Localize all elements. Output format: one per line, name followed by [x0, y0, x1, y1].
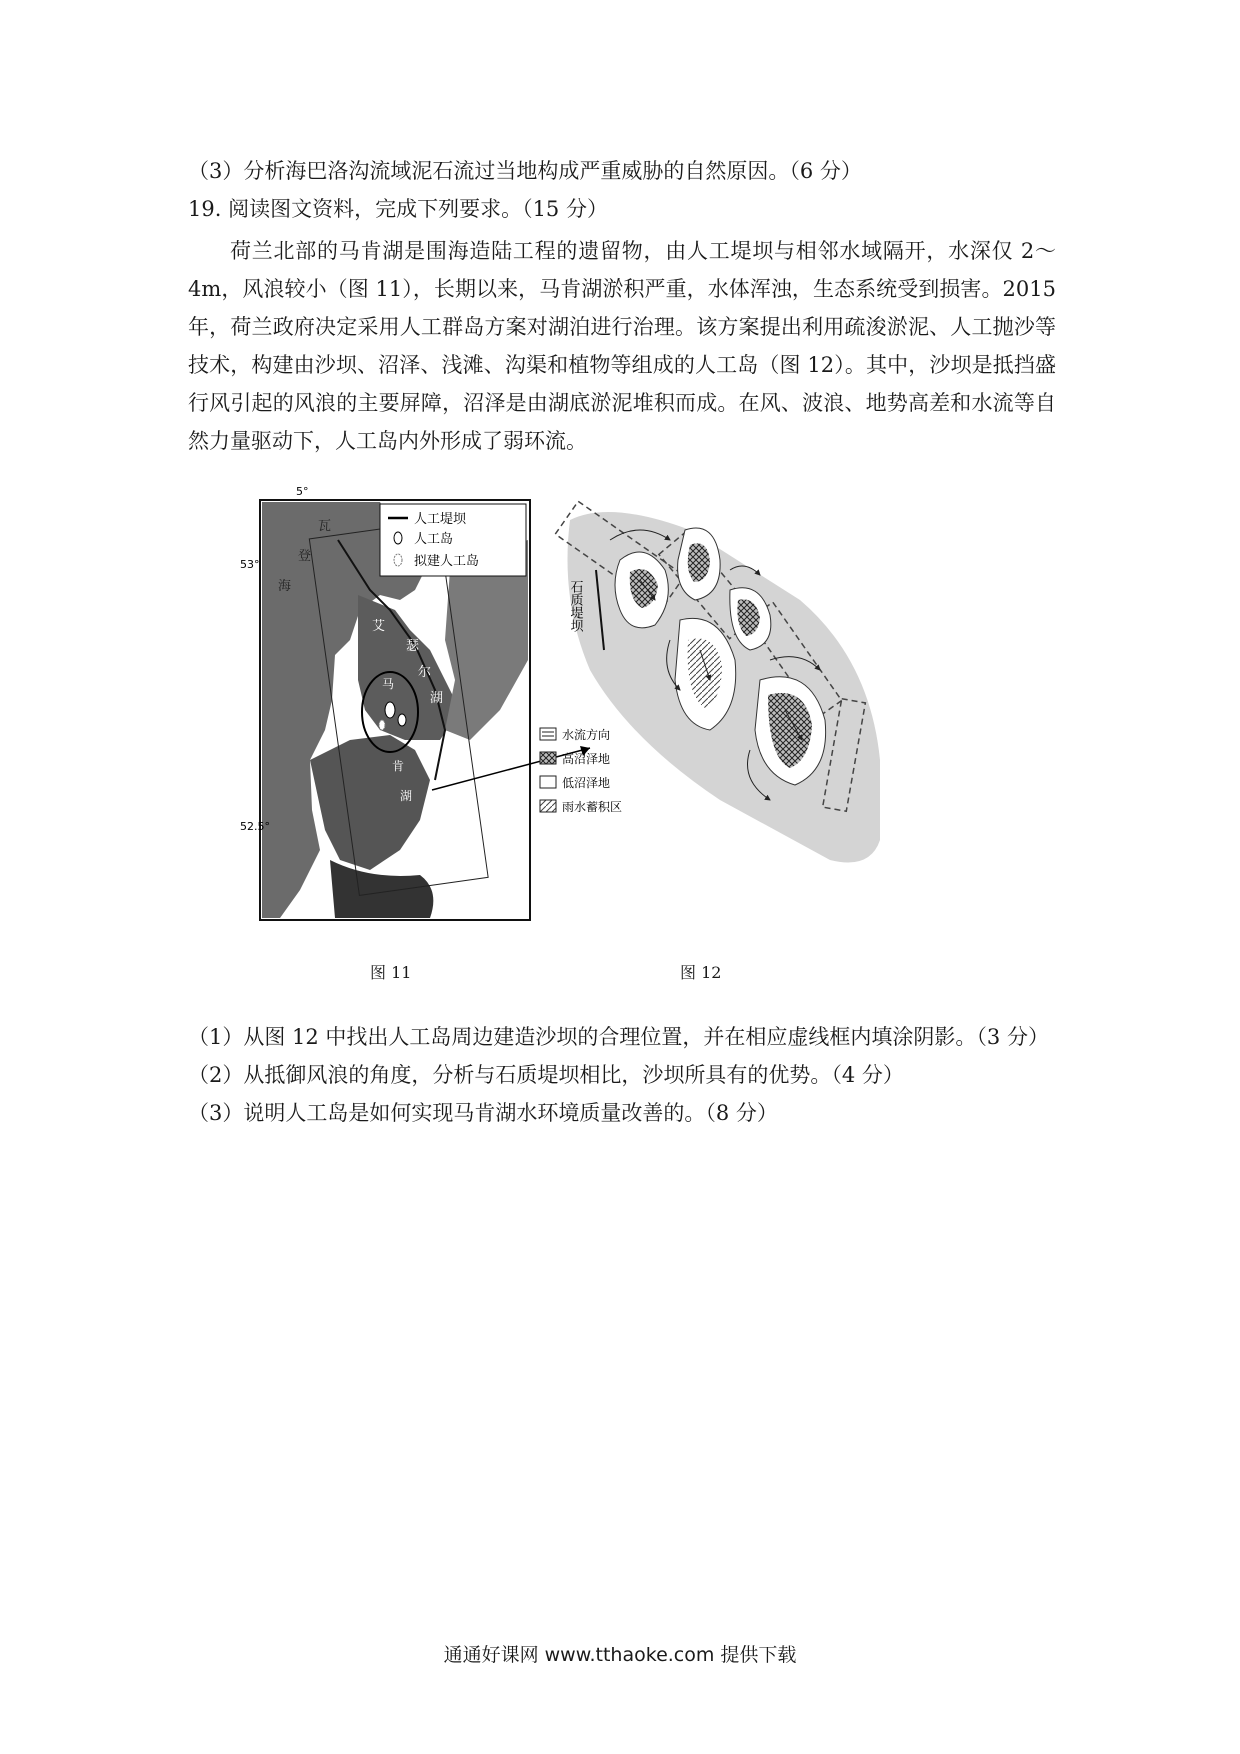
page-footer: 通通好课网 www.tthaoke.com 提供下载 [443, 1644, 797, 1666]
figure-11-caption: 图 11 [370, 963, 412, 982]
legend-rain-zone: 雨水蓄积区 [562, 800, 623, 814]
question-19-part-1: （1）从图 12 中找出人工岛周边建造沙坝的合理位置，并在相应虚线框内填涂阴影。（3 分） [188, 1025, 1049, 1049]
latitude-53-label: 53° [240, 558, 260, 571]
latitude-52-5-label: 52.5° [240, 820, 270, 833]
legend-flow: 水流方向 [562, 728, 611, 742]
question-19-part-3: （3）说明人工岛是如何实现马肯湖水环境质量改善的。（8 分） [188, 1101, 778, 1125]
lake-label-6: 肯 [392, 759, 405, 773]
artificial-island-marker [385, 702, 395, 718]
passage-text: 荷兰北部的马肯湖是围海造陆工程的遗留物，由人工堤坝与相邻水域隔开，水深仅 2～4m，风浪较小（图 11），长期以来，马肯湖淤积严重，水体浑浊，生态系统受到损害。2015 年，荷兰政府决定采用人工群岛方案对湖泊进行治理。该方案提出利用疏浚淤泥、人工抛沙等技术，构建由沙坝、沼泽、浅滩、沟渠和植物等组成的人工岛（图 12）。其中，沙坝是抵挡盛行风引起的风浪的主要屏障，沼泽是由湖底淤泥堆积而成。在风、波浪、地势高差和水流等自然力量驱动下，人工岛内外形成了弱环流。 [188, 239, 1056, 453]
legend-planned-island: 拟建人工岛 [414, 554, 480, 569]
lake-label-4: 湖 [430, 691, 444, 706]
figure-11-map [240, 480, 540, 930]
lake-label-1: 艾 [372, 619, 386, 634]
legend-high-marsh: 高沼泽地 [562, 752, 611, 766]
sea-label-2: 登 [298, 549, 312, 564]
lake-label-7: 湖 [400, 789, 413, 803]
question-19-part-2: （2）从抵御风浪的角度，分析与石质堤坝相比，沙坝所具有的优势。（4 分） [188, 1063, 904, 1087]
lake-label-2: 瑟 [406, 639, 420, 654]
lake-label-5: 马 [382, 677, 395, 691]
legend-low-marsh: 低沼泽地 [562, 776, 611, 790]
legend-dike: 人工堤坝 [414, 512, 467, 527]
longitude-label: 5° [296, 485, 309, 498]
sea-label-3: 海 [278, 579, 292, 594]
legend-island: 人工岛 [414, 532, 454, 547]
lake-label-3: 尔 [418, 665, 432, 680]
question-19-title: 19. 阅读图文资料，完成下列要求。（15 分） [188, 197, 608, 221]
planned-island-marker [379, 720, 385, 730]
sea-label-1: 瓦 [318, 519, 332, 534]
question-18-part-3: （3）分析海巴洛沟流域泥石流过当地构成严重威胁的自然原因。（6 分） [188, 159, 862, 183]
figure-12-caption: 图 12 [680, 963, 722, 982]
stone-dike-label: 石质堤坝 [567, 580, 583, 632]
artificial-island-marker [398, 714, 406, 726]
figure-12-diagram [562, 500, 900, 940]
